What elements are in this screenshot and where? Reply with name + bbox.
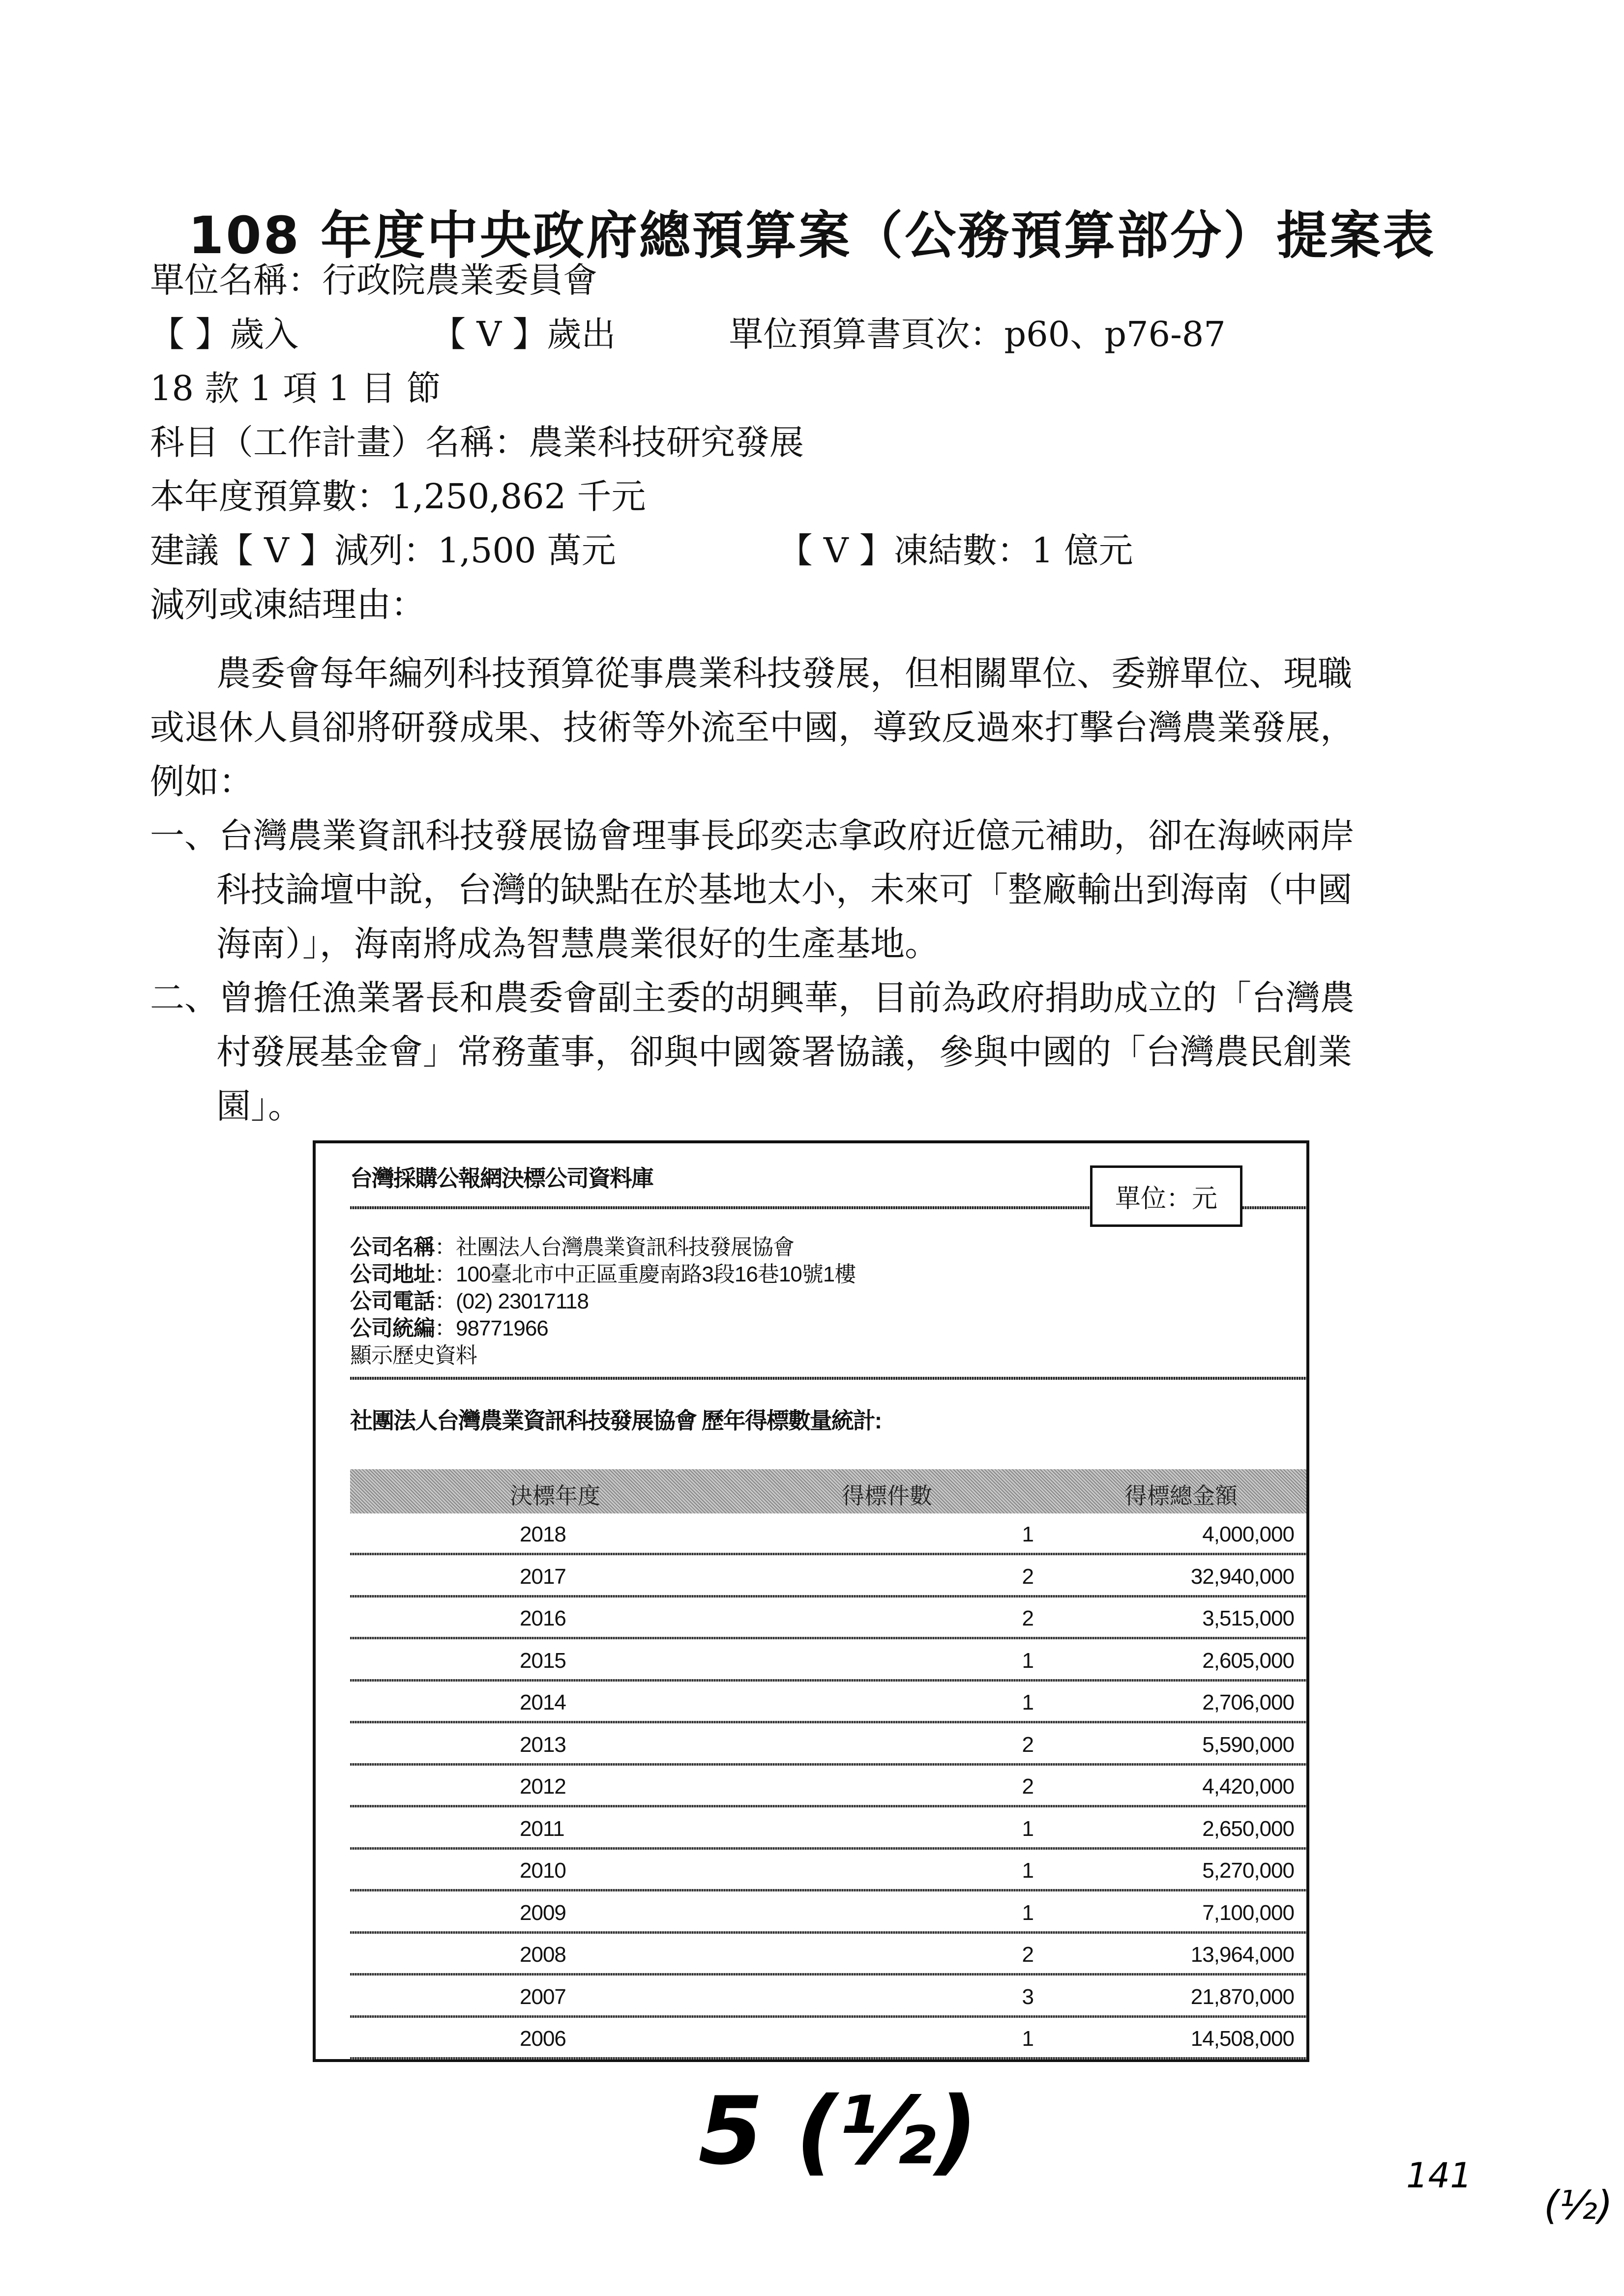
column-header-amount: 得標總金額	[1124, 1483, 1238, 1509]
reason-line: 例如：	[150, 761, 253, 802]
cell-amount: 3,515,000	[1202, 1606, 1294, 1630]
suggest-cut: 建議【 V 】減列：1,500 萬元	[150, 530, 616, 571]
cell-year: 2016	[520, 1606, 566, 1630]
row-divider	[350, 1763, 1306, 1766]
cell-amount: 4,420,000	[1202, 1774, 1294, 1799]
cell-count: 2	[1022, 1606, 1033, 1630]
cell-year: 2017	[520, 1564, 566, 1589]
column-header-year: 決標年度	[510, 1483, 600, 1509]
row-divider	[350, 1679, 1306, 1682]
cell-count: 2	[1022, 1943, 1033, 1967]
item1-line: 一、台灣農業資訊科技發展協會理事長邱奕志拿政府近億元補助，卻在海峽兩岸	[150, 815, 1355, 856]
cell-year: 2006	[520, 2027, 566, 2051]
cell-amount: 2,650,000	[1202, 1816, 1294, 1841]
cell-amount: 2,706,000	[1202, 1690, 1294, 1715]
document-title: 108 年度中央政府總預算案（公務預算部分）提案表	[188, 205, 1436, 265]
unit-box: 單位：元	[1090, 1165, 1242, 1227]
cell-year: 2010	[520, 1859, 566, 1883]
company-id: 公司統編：98771966	[350, 1316, 548, 1340]
company-address: 公司地址：100臺北市中正區重慶南路3段16巷10號1樓	[350, 1262, 856, 1286]
cell-count: 1	[1022, 1900, 1033, 1925]
cell-year: 2018	[520, 1522, 566, 1546]
cell-year: 2007	[520, 1984, 566, 2009]
cell-amount: 2,605,000	[1202, 1648, 1294, 1673]
table-row	[350, 1976, 1306, 2018]
table-header	[350, 1469, 1306, 1513]
budget-pages: 單位預算書頁次：p60、p76-87	[729, 314, 1226, 354]
row-divider	[350, 1595, 1306, 1598]
item1-line: 海南）」，海南將成為智慧農業很好的生產基地。	[216, 924, 939, 964]
item2-line: 村發展基金會」常務董事，卻與中國簽署協議，參與中國的「台灣農民創業	[216, 1032, 1352, 1072]
row-divider	[350, 2057, 1306, 2060]
item2-line: 二、曾擔任漁業署長和農委會副主委的胡興華，目前為政府捐助成立的「台灣農	[150, 978, 1355, 1018]
cell-year: 2012	[520, 1774, 566, 1799]
cell-year: 2013	[520, 1732, 566, 1757]
row-divider	[350, 1847, 1306, 1850]
cell-count: 1	[1022, 2027, 1033, 2051]
budget-amount: 本年度預算數：1,250,862 千元	[150, 476, 646, 517]
cell-year: 2011	[520, 1816, 564, 1841]
reason-line: 農委會每年編列科技預算從事農業科技發展，但相關單位、委辦單位、現職	[216, 653, 1352, 694]
item2-line: 園」。	[216, 1086, 302, 1126]
cell-count: 2	[1022, 1774, 1033, 1799]
handwritten-page-number: 141	[1406, 2155, 1472, 2196]
table-row	[350, 1808, 1306, 1850]
procurement-screenshot	[313, 1140, 1309, 2062]
cell-year: 2008	[520, 1943, 566, 1967]
cell-amount: 5,590,000	[1202, 1732, 1294, 1757]
table-row	[350, 1934, 1306, 1976]
cell-amount: 32,940,000	[1190, 1564, 1294, 1589]
item1-line: 科技論壇中說，台灣的缺點在於基地太小，未來可「整廠輸出到海南（中國	[216, 870, 1352, 910]
reason-label: 減列或凍結理由：	[150, 584, 425, 625]
database-title: 台灣採購公報網決標公司資料庫	[350, 1165, 653, 1191]
cell-amount: 5,270,000	[1202, 1859, 1294, 1883]
cell-amount: 4,000,000	[1202, 1522, 1294, 1546]
history-link[interactable]: 顯示歷史資料	[350, 1343, 477, 1367]
cell-count: 2	[1022, 1732, 1033, 1757]
cell-amount: 13,964,000	[1190, 1943, 1294, 1967]
cell-amount: 7,100,000	[1202, 1900, 1294, 1925]
company-name: 公司名稱：社團法人台灣農業資訊科技發展協會	[350, 1235, 794, 1259]
table-row	[350, 1556, 1306, 1598]
table-row	[350, 1850, 1306, 1891]
row-divider	[350, 1973, 1306, 1976]
divider	[350, 1377, 1306, 1380]
cell-count: 1	[1022, 1648, 1033, 1673]
row-divider	[350, 1931, 1306, 1934]
row-divider	[350, 1889, 1306, 1891]
table-row	[350, 1640, 1306, 1682]
revenue-expenditure-row	[150, 314, 1226, 354]
cell-count: 3	[1022, 1984, 1033, 2009]
table-row	[350, 2018, 1306, 2060]
table-row	[350, 1724, 1306, 1766]
cell-year: 2009	[520, 1900, 566, 1925]
revenue-checkbox: 【 】歲入	[150, 314, 299, 354]
row-divider	[350, 1553, 1306, 1555]
expenditure-checkbox: 【 V 】歲出	[431, 314, 616, 354]
company-phone: 公司電話：(02) 23017118	[350, 1289, 589, 1313]
reason-line: 或退休人員卻將研發成果、技術等外流至中國，導致反過來打擊台灣農業發展，	[150, 707, 1355, 748]
table-row	[350, 1513, 1306, 1555]
stats-title: 社團法人台灣農業資訊科技發展協會 歷年得標數量統計:	[350, 1408, 882, 1433]
row-divider	[350, 1721, 1306, 1723]
suggestion-row	[150, 530, 1133, 571]
suggest-freeze: 【 V 】凍結數：1 億元	[778, 530, 1133, 571]
table-row	[350, 1598, 1306, 1639]
cell-year: 2015	[520, 1648, 566, 1673]
row-divider	[350, 1637, 1306, 1639]
row-divider	[350, 2015, 1306, 2018]
table-row	[350, 1766, 1306, 1807]
classification: 18 款 1 項 1 目 節	[150, 368, 441, 408]
table-row	[350, 1892, 1306, 1934]
cell-count: 1	[1022, 1859, 1033, 1883]
unit-name: 單位名稱：行政院農業委員會	[150, 260, 597, 300]
subject-name: 科目（工作計畫）名稱：農業科技研究發展	[150, 422, 804, 463]
cell-year: 2014	[520, 1690, 566, 1715]
column-header-count: 得標件數	[842, 1483, 932, 1509]
cell-count: 2	[1022, 1564, 1033, 1589]
cell-amount: 21,870,000	[1190, 1984, 1294, 2009]
cell-amount: 14,508,000	[1190, 2027, 1294, 2051]
cell-count: 1	[1022, 1816, 1033, 1841]
cell-count: 1	[1022, 1690, 1033, 1715]
handwritten-page-fraction: (½)	[1544, 2182, 1613, 2228]
cell-count: 1	[1022, 1522, 1033, 1546]
row-divider	[350, 1805, 1306, 1807]
handwritten-proposal-number: 5 (½)	[698, 2077, 978, 2185]
table-row	[350, 1682, 1306, 1723]
